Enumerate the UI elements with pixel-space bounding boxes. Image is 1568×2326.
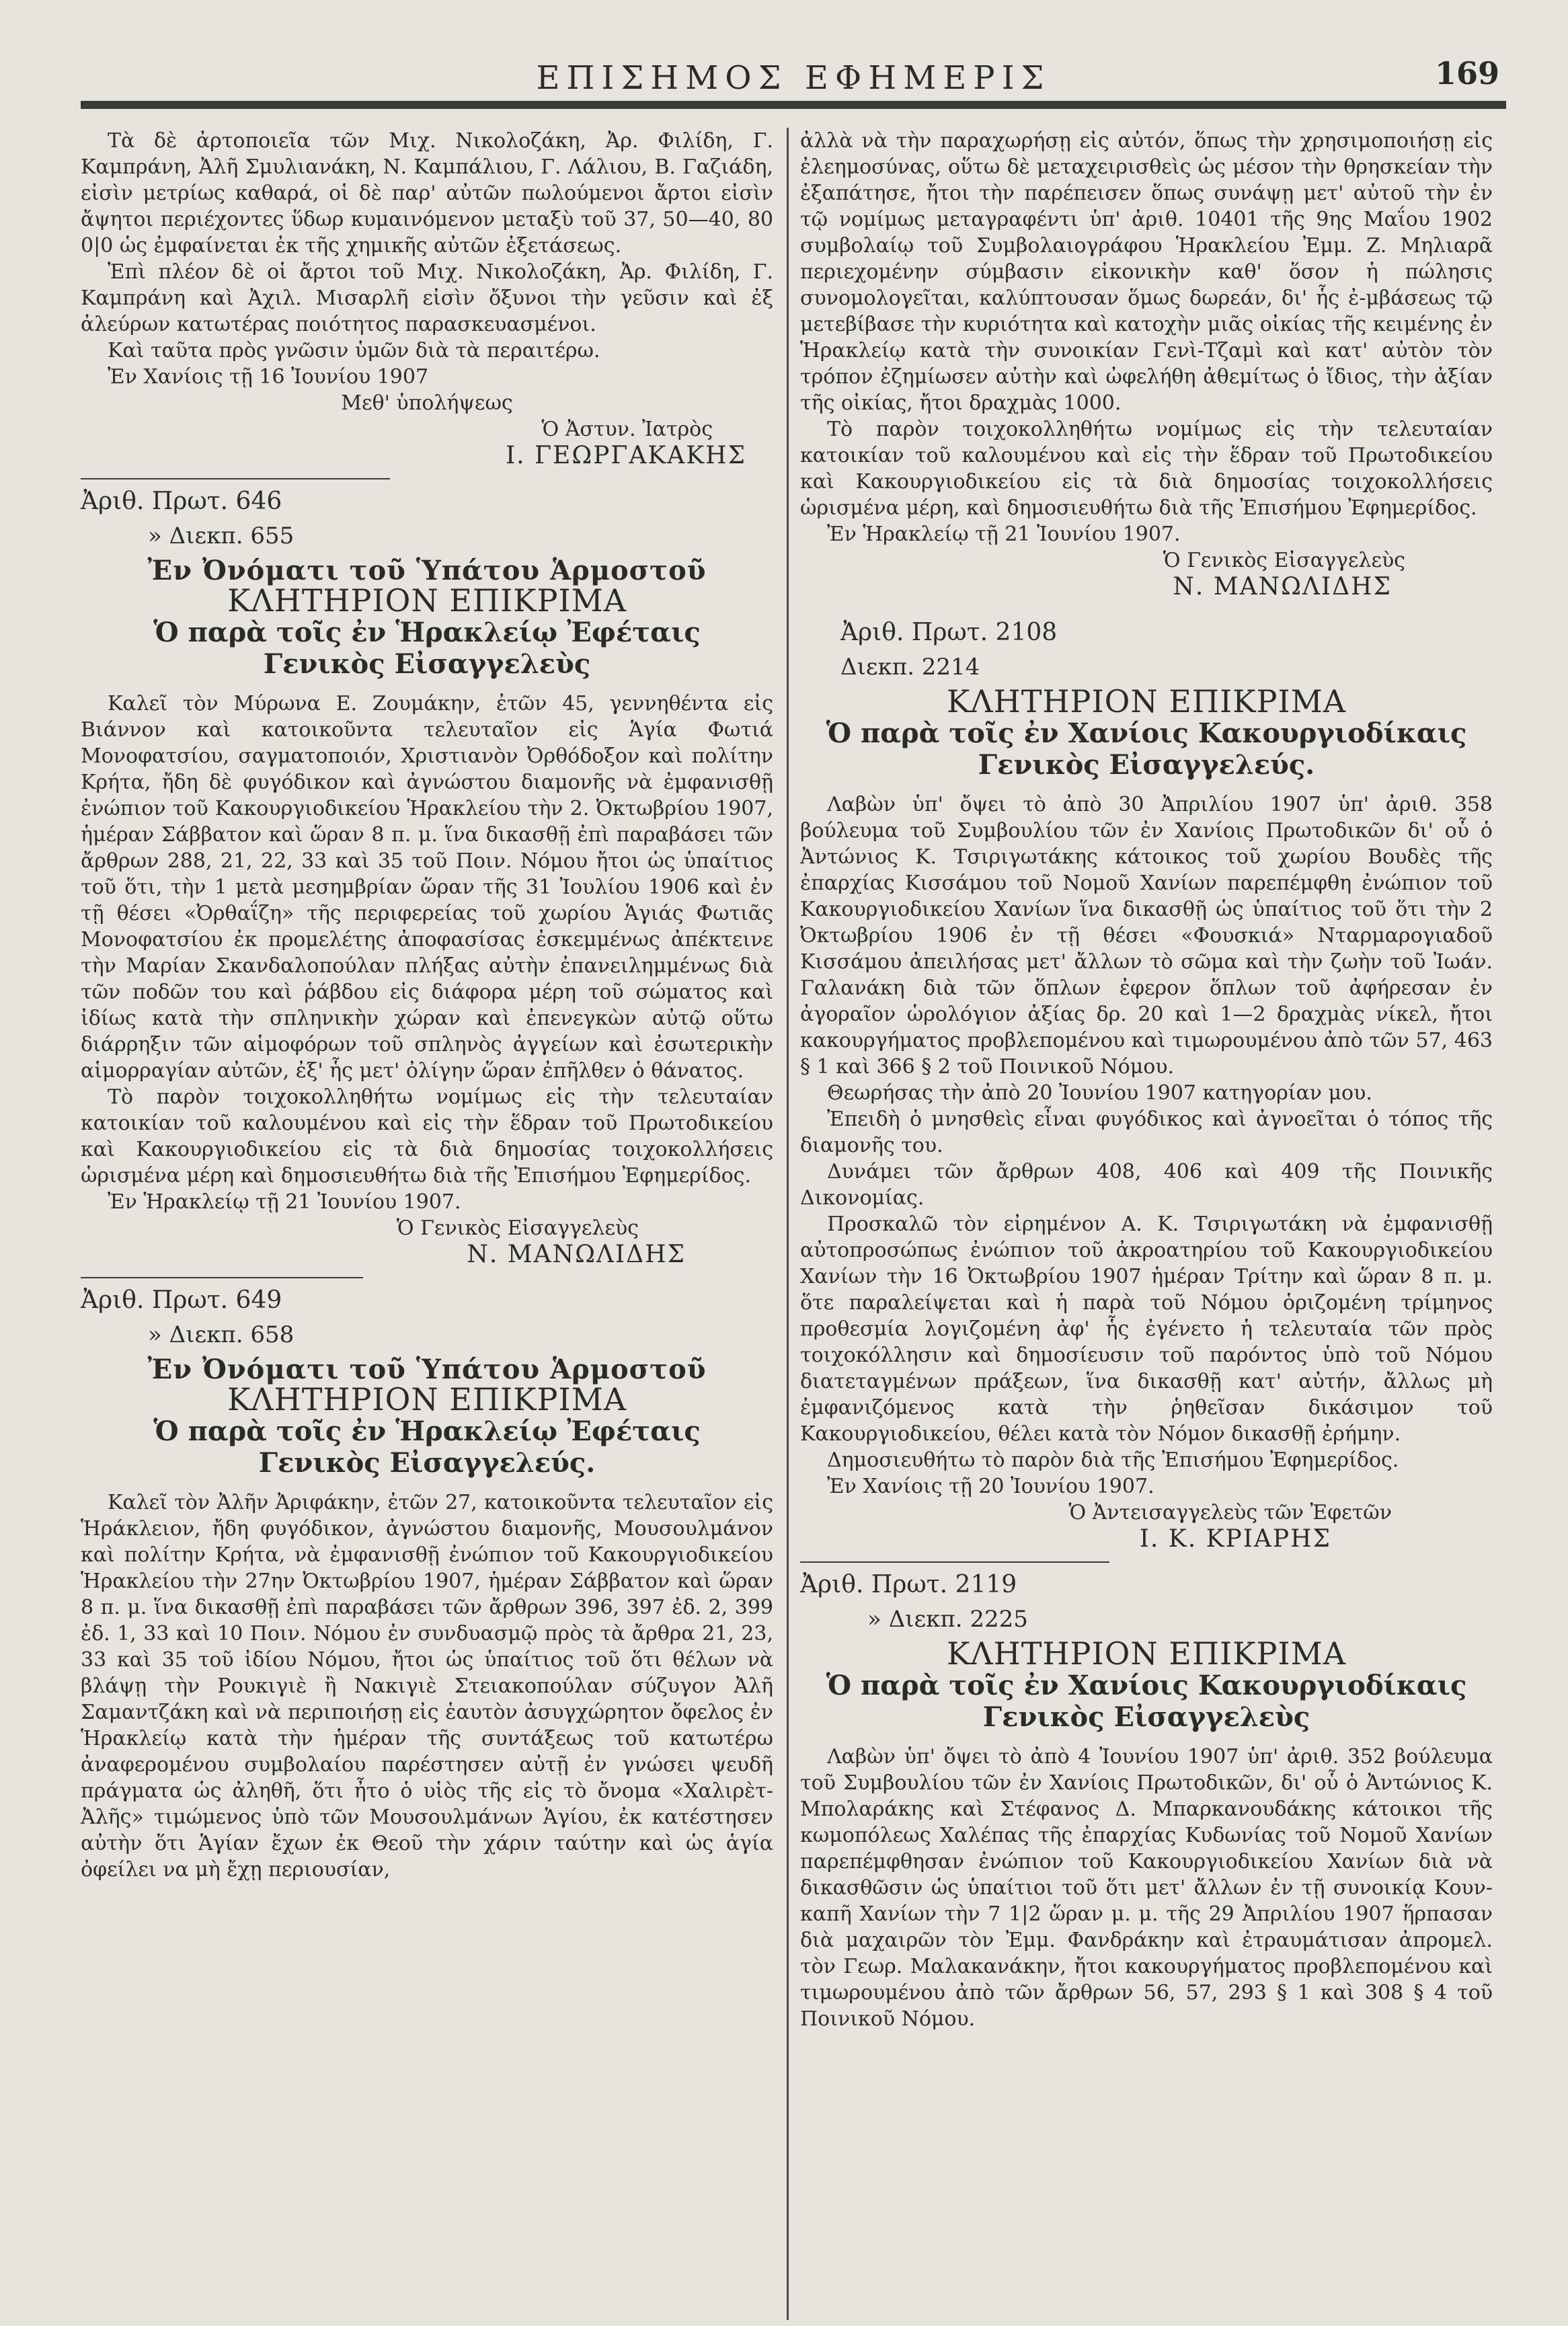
summons-paragraph: Λαβὼν ὑπ' ὄψει τὸ ἀπὸ 30 Ἀπριλίου 1907 ὑπ' ἀριθ. 358 βούλευμα τοῦ Συμβουλίου τῶν ἐν Χανίοις Πρωτοδικῶν δι' οὗ ὁ Ἀντώνιος Κ. Τσιριγωτάκης κάτοικος τοῦ χωρίου Βουδὲς τῆς ἐπαρχίας Κισσάμου τοῦ Νομοῦ Χανίων παρεπέμφθη ἐνώπιον τοῦ Κακουργιοδικείου Χανίων ἵνα δικασθῇ ὡς ὑπαίτιος τοῦ ὅτι τὴν 2 Ὀκτωβρίου 1906 ἐν τῇ θέσει «Φουσκιά» Νταρμαρογιαδοῦ Κισσάμου ἀπειλήσας μετ' ἄλλων τὸ σῶμα καὶ τὴν ζωὴν τοῦ Ἰωάν. Γαλανάκη διὰ τῶν ὅπλων ἐφερον ὅπλων τοῦ ἀφήρεσαν ἐν ἀγοραῖον ὡρολόγιον ἀξίας δρ. 20 καὶ 1—2 δραχμὰς νίκελ, ἤτοι κακουργήματος προβλεπομένου καὶ τιμωρουμένου ἀπὸ τῶν 57, 463 § 1 καὶ 366 § 2 τοῦ Ποινικοῦ Νόμου. xyxy=(800,793,1493,1079)
signer-role: Ὁ Γενικὸς Εἰσαγγελεὺς xyxy=(396,1216,639,1240)
signer-name: Ι. ΓΕΩΡΓΑΚΑΚΗΣ xyxy=(505,442,746,469)
invocation-heading: Ἐν Ὀνόματι τοῦ Ὑπάτου Ἁρμοστοῦ xyxy=(147,555,707,586)
protocol-number: Ἀριθ. Πρωτ. 2108 xyxy=(840,619,1058,646)
dispatch-number: » Διεκπ. 2225 xyxy=(867,1606,1028,1633)
place-date: Ἐν Ἡρακλείῳ τῇ 21 Ἰουνίου 1907. xyxy=(108,1190,461,1214)
document-heading: ΚΛΗΤΗΡΙΟΝ ΕΠΙΚΡΙΜΑ xyxy=(227,582,627,619)
signer-name: Ν. ΜΑΝΩΛΙΔΗΣ xyxy=(1173,573,1392,600)
place-date: Ἐν Χανίοις τῇ 20 Ἰουνίου 1907. xyxy=(827,1475,1154,1498)
separator xyxy=(800,1561,1109,1563)
court-heading: Ὁ παρὰ τοῖς ἐν Ἡρακλείῳ Ἐφέταις xyxy=(153,617,701,648)
summons-paragraph: Τὸ παρὸν τοιχοκολληθήτω νομίμως εἰς τὴν τελευταίαν κατοικίαν τοῦ καλουμένου καὶ εἰς τὴν ἕδραν τοῦ Πρωτοδικείου καὶ Κακουργιοδικείου εἰς τὰ διὰ δημοσίας τοιχοκολλήσεις ὡρισμένα μέρη καὶ δημοσιευθήτω διὰ τῆς Ἐπισήμου Ἐφημερίδος. xyxy=(81,1085,773,1188)
document-heading: ΚΛΗΤΗΡΙΟΝ ΕΠΙΚΡΙΜΑ xyxy=(227,1381,627,1418)
signer-role: Ὁ Ἀστυν. Ἰατρὸς xyxy=(541,418,713,441)
summons-paragraph: Ἐπειδὴ ὁ μνησθεὶς εἶναι φυγόδικος καὶ ἀγνοεῖται ὁ τόπος τῆς διαμονῆς του. xyxy=(800,1108,1493,1157)
office-heading: Γενικὸς Εἰσαγγελεύς. xyxy=(978,749,1315,781)
court-heading: Ὁ παρὰ τοῖς ἐν Χανίοις Κακουργιοδίκαις xyxy=(826,718,1467,749)
document-heading: ΚΛΗΤΗΡΙΟΝ ΕΠΙΚΡΙΜΑ xyxy=(947,1635,1346,1672)
summons-paragraph: ἀλλὰ νὰ τὴν παραχωρήσῃ εἰς αὐτόν, ὅπως τὴν χρησιμοποιήσῃ εἰς ἐλεημοσύνας, οὕτω δὲ μεταχειρισθεὶς ὡς μέσον τὴν θρησκείαν τὴν ἐξαπάτησε, ἤτοι τὴν παρέπεισεν ὅπως συνάψῃ μετ' αὐτοῦ τὴν ἐν τῷ νομίμως μεταγραφέντι ὑπ' ἀριθ. 10401 τῆς 9ης Μαΐου 1902 συμβολαίῳ τοῦ Συμβολαιογράφου Ἡρακλείου Ἐμμ. Ζ. Μηλιαρᾶ περιεχομένην σύμβασιν εἰκονικὴν καθ' ὅσον ἡ πώλησις συνομολογεῖται, καλύπτουσαν ὅμως δωρεάν, δι' ἧς ἐ-μβάσεως τῷ μετεβίβασε τὴν κυριότητα καὶ κατοχὴν μιᾶς οἰκίας τῆς κειμένης ἐν Ἡρακλείῳ κατὰ τὴν συνοικίαν Γενὶ-Τζαμὶ καὶ κατ' αὐτὸν τὸν τρόπον ἐζημίωσεν αὐτὴν καὶ ὠφελήθη ἀθεμίτως ὁ ἴδιος, τὴν ἀξίαν τῆς οἰκίας, ἤτοι δραχμὰς 1000. xyxy=(800,129,1493,415)
office-heading: Γενικὸς Εἰσαγγελεύς. xyxy=(258,1447,596,1479)
office-heading: Γενικὸς Εἰσαγγελεὺς xyxy=(263,648,591,680)
report-paragraph: Τὰ δὲ ἀρτοποιεῖα τῶν Μιχ. Νικολοζάκη, Ἀρ. Φιλίδη, Γ. Καμπράνη, Ἀλῆ Σμυλιανάκη, Ν. Καμπάλιου, Γ. Λάλιου, Β. Γαζιάδη, εἰσὶν μετρίως καθαρά, οἱ δὲ παρ' αὐτῶν πωλούμενοι ἄρτοι εἰσὶν ἄψητοι περιέχοντες ὕδωρ κυμαινόμενον μεταξὺ τοῦ 37, 50—40, 80 0|0 ὡς ἐμφαίνεται ἐκ τῆς χημικῆς αὐτῶν ἐξετάσεως. xyxy=(81,129,773,258)
court-heading: Ὁ παρὰ τοῖς ἐν Ἡρακλείῳ Ἐφέταις xyxy=(153,1416,701,1447)
newspaper-title: ΕΠΙΣΗΜΟΣ ΕΦΗΜΕΡΙΣ xyxy=(536,59,1051,97)
report-paragraph: Ἐπὶ πλέον δὲ οἱ ἄρτοι τοῦ Μιχ. Νικολοζάκη, Ἀρ. Φιλίδη, Γ. Καμπράνη καὶ Ἀχιλ. Μισαρλῆ εἰσὶν ὄξυνοι τὴν γεῦσιν καὶ ἐξ ἀλεύρων κατωτέρας ποιότητος παρασκευασμένοι. xyxy=(81,260,773,336)
summons-paragraph: Προσκαλῶ τὸν εἰρημένον Α. Κ. Τσιριγωτάκη νὰ ἐμφανισθῇ αὐτοπροσώπως ἐνώπιον τοῦ ἀκροατηρίου τοῦ Κακουργιοδικείου Χανίων τὴν 16 Ὀκτωβρίου 1907 ἡμέραν Τρίτην καὶ ὥραν 8 π. μ. ὅτε παραλείψεται καὶ ἡ παρὰ τοῦ Νόμου ὁριζομένη τρίμηνος προθεσμία λογιζομένη ἀφ' ἧς ἐγένετο ἡ τελευταία τῶν πρὸς τοιχοκόλλησιν καὶ δημοσίευσιν τοῦ παρόντος ὑπὸ τοῦ Νόμου διατεταγμένων πράξεων, ἵνα δικασθῇ κατ' αὐτήν, ἄλλως μὴ ἐμφανιζόμενος κατὰ τὴν ῥηθεῖσαν δικάσιμον τοῦ Κακουργιοδικείου, θέλει κατὰ τὸν Νόμον δικασθῇ ἐρήμην. xyxy=(800,1212,1493,1446)
summons-paragraph: Λαβὼν ὑπ' ὄψει τὸ ἀπὸ 4 Ἰουνίου 1907 ὑπ' ἀριθ. 352 βούλευμα τοῦ Συμβουλίου τῶν ἐν Χανίοις Πρωτοδικῶν, δι' οὗ ὁ Ἀντώνιος Κ. Μπολαράκης καὶ Στέφανος Δ. Μπαρκανουδάκης κάτοικοι τῆς κωμοπόλεως Χαλέπας τῆς ἐπαρχίας Κυδωνίας τοῦ Νομοῦ Χανίων παρεπέμφθησαν ἐνώπιον τοῦ Κακουργιοδικείου Χανίων διὰ νὰ δικασθῶσιν ὡς ὑπαίτιοι τοῦ ὅτι μετ' ἄλλων ἐν τῇ συνοικίᾳ Κουν-καπῆ Χανίων τὴν 7 1|2 ὥραν μ. μ. τῆς 29 Ἀπριλίου 1907 ἥρπασαν διὰ μαχαιρῶν τὸν Ἐμμ. Φανδράκην καὶ ἐτραυμάτισαν ἀπρομελ. τὸν Γεωρ. Μαλακανάκην, ἤτοι κακουργήματος προβλεπομένου καὶ τιμωρουμένου ἀπὸ τῶν ἄρθρων 56, 57, 293 § 1 καὶ 308 § 4 τοῦ Ποινικοῦ Νόμου. xyxy=(800,1745,1493,2031)
office-heading: Γενικὸς Εἰσαγγελεὺς xyxy=(982,1701,1310,1733)
closing-regards: Μεθ' ὑπολήψεως xyxy=(341,391,513,415)
header-rule xyxy=(81,101,1506,109)
right-column xyxy=(800,128,1493,2032)
court-heading: Ὁ παρὰ τοῖς ἐν Χανίοις Κακουργιοδίκαις xyxy=(826,1670,1467,1701)
separator xyxy=(81,478,390,479)
place-date: Ἐν Χανίοις τῇ 16 Ἰουνίου 1907 xyxy=(108,365,429,389)
signer-name: Ι. Κ. ΚΡΙΑΡΗΣ xyxy=(1139,1525,1331,1553)
separator xyxy=(81,1277,363,1278)
summons-paragraph: Δυνάμει τῶν ἄρθρων 408, 406 καὶ 409 τῆς Ποινικῆς Δικονομίας. xyxy=(800,1160,1493,1210)
column-divider xyxy=(787,128,789,2320)
summons-paragraph: Δημοσιευθήτω τὸ παρὸν διὰ τῆς Ἐπισήμου Ἐφημερίδος. xyxy=(827,1448,1399,1472)
place-date: Ἐν Ἡρακλείῳ τῇ 21 Ἰουνίου 1907. xyxy=(827,522,1181,546)
summons-paragraph: Καλεῖ τὸν Μύρωνα Ε. Ζουμάκην, ἐτῶν 45, γεννηθέντα εἰς Βιάννον καὶ κατοικοῦντα τελευταῖον εἰς Ἁγία Φωτιά Μονοφατσίου, σαγματοποιόν, Χριστιανὸν Ὀρθόδοξον καὶ πολίτην Κρήτα, ἤδη δὲ φυγόδικον καὶ ἀγνώστου διαμονῆς νὰ ἐμφανισθῇ ἐνώπιον τοῦ Κακουργιοδικείου Ἡρακλείου τὴν 2. Ὀκτωβρίου 1907, ἡμέραν Σάββατον καὶ ὥραν 8 π. μ. ἵνα δικασθῇ ἐπὶ παραβάσει τῶν ἄρθρων 288, 21, 22, 33 καὶ 35 τοῦ Ποιν. Νόμου ἤτοι ὡς ὑπαίτιος τοῦ ὅτι, τὴν 1 μετὰ μεσημβρίαν ὥραν τῆς 31 Ἰουλίου 1906 καὶ ἐν τῇ θέσει «Ὀρθαΐζη» τῆς περιφερείας τοῦ χωρίου Ἁγιάς Φωτιᾶς Μονοφατσίου ἐκ προμελέτης ἀποφασίσας ἐσκεμμένως ἀπέκτεινε τὴν Μαρίαν Σκανδαλοπούλαν πλήξας αὐτὴν ἐπανειλημμένως διὰ τῶν ποδῶν του καὶ ῥάβδου εἰς διάφορα μέρη τοῦ σώματος καὶ ἰδίως κατὰ τὴν σπληνικὴν χώραν καὶ ἐπενεγκὼν αὐτῷ οὕτω διάρρηξιν τῶν αἱμοφόρων τοῦ σπληνὸς ἀγγείων καὶ ἐσωτερικὴν αἱμορραγίαν αὐτῶν, ἐξ' ἧς μετ' ὀλίγην ὥραν ἐπῆλθεν ὁ θάνατος. xyxy=(81,692,773,1083)
masthead xyxy=(81,54,1506,101)
signer-role: Ὁ Ἀντεισαγγελεὺς τῶν Ἐφετῶν xyxy=(1068,1501,1392,1524)
summons-paragraph: Θεωρήσας τὴν ἀπὸ 20 Ἰουνίου 1907 κατηγορίαν μου. xyxy=(827,1081,1372,1105)
signer-name: Ν. ΜΑΝΩΛΙΔΗΣ xyxy=(467,1241,686,1268)
page-number: 169 xyxy=(1434,55,1499,91)
summons-paragraph: Καλεῖ τὸν Ἀλῆν Ἀριφάκην, ἐτῶν 27, κατοικοῦντα τελευταῖον εἰς Ἡράκλειον, ἤδη φυγόδικον, ἀγνώστου διαμονῆς, Μουσουλμάνον καὶ πολίτην Κρήτα, νὰ ἐμφανισθῇ ἐνώπιον τοῦ Κακουργιοδικείου Ἡρακλείου τὴν 27ην Ὀκτωβρίου 1907, ἡμέραν Σάββατον καὶ ὥραν 8 π. μ. ἵνα δικασθῇ ἐπὶ παραβάσει τῶν ἄρθρων 396, 397 ἐδ. 2, 399 ἐδ. 1, 33 καὶ 10 Ποιν. Νόμου ἐν συνδυασμῷ πρὸς τὰ ἄρθρα 21, 23, 33 καὶ 35 τοῦ ἰδίου Νόμου, ἤτοι ὡς ὑπαίτιος τοῦ ὅτι θέλων νὰ βλάψῃ τὴν Ρουκιγιὲ ἢ Νακιγιὲ Στειακοπούλαν σύζυγον Ἀλῆ Σαμαντζάκη καὶ νὰ περιποιήσῃ εἰς ἑαυτὸν ἀσυγχώρητον ὄφελος ἐν Ἡρακλείῳ κατὰ τὴν ἡμέραν τῆς συντάξεως τοῦ κατωτέρω ἀναφερομένου συμβολαίου παρέστησεν αὐτῇ ἐν γνώσει ψευδῆ πράγματα ὡς ἀληθῆ, ὅτι ἦτο ὁ υἱὸς τῆς εἰς τὸ ὄνομα «Χαλιρὲτ-Ἀλῆς» τιμώμενος ὑπὸ τῶν Μουσουλμάνων Ἁγίου, ἐκ κατέστησεν αὐτὴν ὅτι Ἁγίαν ἔχων ἐκ Θεοῦ τὴν χάριν ταύτην καὶ ὡς ἁγία ὀφείλει να μὴ ἔχῃ περιουσίαν, xyxy=(81,1491,773,1882)
signer-role: Ὁ Γενικὸς Εἰσαγγελεὺς xyxy=(1163,549,1405,572)
protocol-number: Ἀριθ. Πρωτ. 2119 xyxy=(800,1571,1017,1598)
protocol-number: Ἀριθ. Πρωτ. 646 xyxy=(81,488,282,515)
left-column xyxy=(81,128,773,1883)
summons-paragraph: Τὸ παρὸν τοιχοκολληθήτω νομίμως εἰς τὴν τελευταίαν κατοικίαν τοῦ καλουμένου καὶ εἰς τὴν ἕδραν τοῦ Πρωτοδικείου καὶ Κακουργιοδικείου εἰς τὰ διὰ δημοσίας τοιχοκολλήσεις ὡρισμένα μέρη, καὶ δημοσιευθήτω διὰ τῆς Ἐπισήμου Ἐφημερίδος. xyxy=(800,418,1493,520)
dispatch-number: » Διεκπ. 655 xyxy=(148,522,295,549)
invocation-heading: Ἐν Ὀνόματι τοῦ Ὑπάτου Ἁρμοστοῦ xyxy=(147,1354,707,1385)
protocol-number: Ἀριθ. Πρωτ. 649 xyxy=(81,1286,282,1314)
document-heading: ΚΛΗΤΗΡΙΟΝ ΕΠΙΚΡΙΜΑ xyxy=(947,683,1346,720)
dispatch-number: » Διεκπ. 658 xyxy=(148,1321,295,1348)
report-paragraph: Καὶ ταῦτα πρὸς γνῶσιν ὑμῶν διὰ τὰ περαιτέρω. xyxy=(108,339,600,362)
dispatch-number: Διεκπ. 2214 xyxy=(840,654,980,681)
